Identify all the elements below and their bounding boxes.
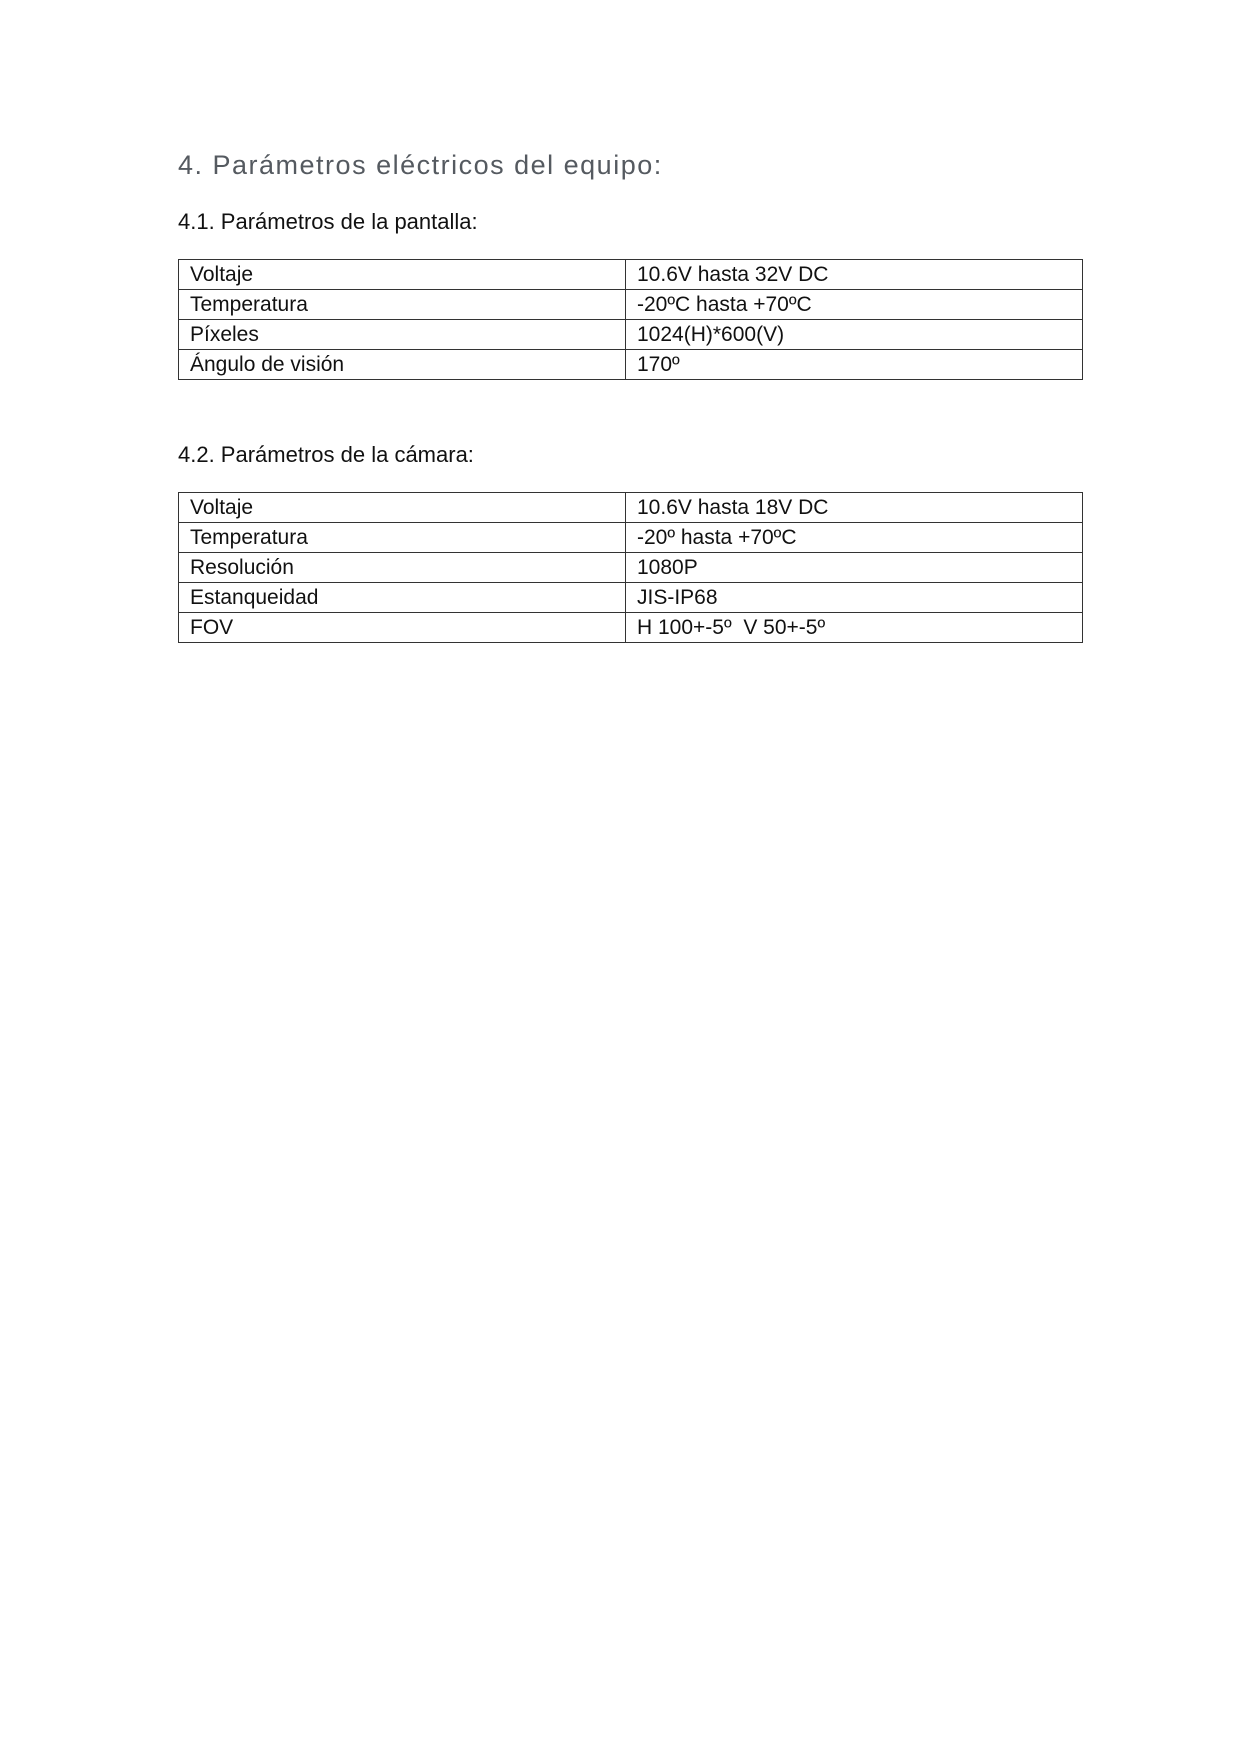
camera-params-heading: 4.2. Parámetros de la cámara: [178, 442, 474, 467]
param-label: Voltaje [179, 260, 626, 290]
table-row [179, 583, 1083, 613]
param-value: -20º hasta +70ºC [626, 523, 1083, 553]
screen-params-table [178, 259, 1083, 380]
param-value: H 100+-5º V 50+-5º [626, 613, 1083, 643]
table-row [179, 493, 1083, 523]
param-label: Voltaje [179, 493, 626, 523]
table-row [179, 320, 1083, 350]
table-row [179, 613, 1083, 643]
param-value: 170º [626, 350, 1083, 380]
table-row [179, 350, 1083, 380]
param-label: Temperatura [179, 290, 626, 320]
camera-params-table [178, 492, 1083, 643]
param-value: 1024(H)*600(V) [626, 320, 1083, 350]
table-row [179, 553, 1083, 583]
param-label: Estanqueidad [179, 583, 626, 613]
table-row [179, 523, 1083, 553]
section-title: 4. Parámetros eléctricos del equipo: [178, 150, 663, 180]
param-label: Píxeles [179, 320, 626, 350]
param-value: 10.6V hasta 32V DC [626, 260, 1083, 290]
param-value: JIS-IP68 [626, 583, 1083, 613]
screen-params-heading: 4.1. Parámetros de la pantalla: [178, 209, 478, 234]
param-label: Temperatura [179, 523, 626, 553]
param-value: 1080P [626, 553, 1083, 583]
param-value: 10.6V hasta 18V DC [626, 493, 1083, 523]
table-row [179, 290, 1083, 320]
param-value: -20ºC hasta +70ºC [626, 290, 1083, 320]
param-label: Resolución [179, 553, 626, 583]
param-label: FOV [179, 613, 626, 643]
param-label: Ángulo de visión [179, 350, 626, 380]
table-row [179, 260, 1083, 290]
